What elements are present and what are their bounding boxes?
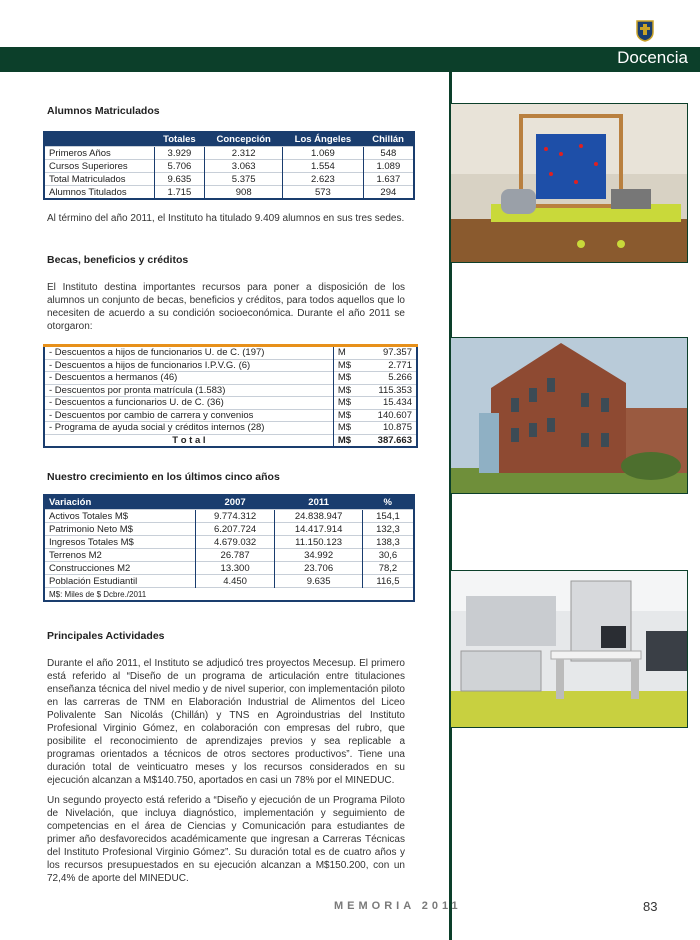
col-header: Variación [44,495,195,510]
table-row [44,549,414,562]
col-header: % [362,495,414,510]
amount: 10.875 [361,422,417,435]
cell: 26.787 [195,549,274,562]
cell: 1.069 [283,147,364,160]
col-header: 2007 [195,495,274,510]
cell: 2.312 [205,147,283,160]
section-title: Docencia [617,48,688,67]
amount: 97.357 [361,346,417,360]
currency: M [333,346,361,360]
cell: 9.635 [275,575,363,588]
photo-building [450,337,688,494]
cell: 24.838.947 [275,510,363,523]
row-label: Activos Totales M$ [44,510,195,523]
table-row [44,359,417,372]
alumnos-table [43,131,415,200]
cell: 1.637 [363,173,414,186]
cell: 132,3 [362,523,414,536]
col-header: Los Ángeles [283,132,364,147]
cell: 30,6 [362,549,414,562]
table-row [44,562,414,575]
amount: 140.607 [361,409,417,422]
actividades-heading: Principales Actividades [47,630,165,642]
table-row [44,173,414,186]
table-row [44,346,417,360]
col-header: Totales [154,132,205,147]
becas-text: El Instituto destina importantes recursos para poner a disposición de los alumnos un conjunto de becas, beneficios y créditos, para todos aquellos que lo necesiten de acuerdo a su condición socioeconómica. Durante el año 2011 se otorgaron: [47,282,405,332]
row-label: - Descuentos a hermanos (46) [44,372,333,385]
table-row [44,372,417,385]
cell: 4.450 [195,575,274,588]
crecimiento-table [43,494,415,602]
actividades-paragraph-2: Un segundo proyecto está referido a “Diseño y ejecución de un Programa Piloto de Nivelación, que incluya diagnóstico, implementación y seguimiento de competencias en el área de Ciencias y Comunicación para estudiantes de primer año desfavorecidos académicamente que ingresan a Carreras Técnicas del Instituto Profesional Virginio Gómez”. Su duración total es de cuatro años y los recursos presupuestados en su ejecución alcanzan a M$150.200, con un 72,4% de aporte del MINEDUC. [47,795,405,884]
currency: M$ [333,372,361,385]
becas-table [43,344,418,448]
row-label: Total Matriculados [44,173,154,186]
row-label: Primeros Años [44,147,154,160]
currency: M$ [333,359,361,372]
titulados-note: Al término del año 2011, el Instituto ha titulado 9.409 alumnos en sus tres sedes. [47,213,405,224]
row-label: - Descuentos por cambio de carrera y convenios [44,409,333,422]
row-label: - Programa de ayuda social y créditos internos (28) [44,422,333,435]
actividades-paragraph-1: Durante el año 2011, el Instituto se adjudicó tres proyectos Mecesup. El primero está referido al “Diseño de un programa de articulación entre titulaciones enseñanza técnica del nivel medio y de nivel superior, con implementación piloto en las carreras de TNM en Elaboración Industrial de Alimentos del Liceo Polivalente San Nicolás (Chillán) y TNS en Agroindustrias del Instituto Profesional Virginio Gómez, en colaboración con empresas del rubro, que posibilite el reconocimiento de aprendizajes previos y sea replicable a programas orientados a técnicos de otros sectores productivos”. Tiene una duración total de veinticuatro meses y los recursos considerados en su ejecución alcanzan a M$140.750, aportados en casi un 78% por el MINEDUC. [47,658,405,786]
cell: 9.774.312 [195,510,274,523]
col-header: Chillán [363,132,414,147]
cell: 908 [205,186,283,200]
total-row [44,434,417,447]
table-row [44,147,414,160]
table-row [44,510,414,523]
cell: 5.375 [205,173,283,186]
amount: 2.771 [361,359,417,372]
total-label: T o t a l [44,434,333,447]
cell: 6.207.724 [195,523,274,536]
cell: 34.992 [275,549,363,562]
cell: 14.417.914 [275,523,363,536]
table-row [44,422,417,435]
table-row [44,409,417,422]
total-amount: 387.663 [361,434,417,447]
col-header [44,132,154,147]
table-row [44,384,417,397]
photo-lab-equipment [450,103,688,263]
cell: 23.706 [275,562,363,575]
col-header: 2011 [275,495,363,510]
table-row [44,588,414,602]
row-label: Patrimonio Neto M$ [44,523,195,536]
row-label: Alumnos Titulados [44,186,154,200]
page-number: 83 [643,899,658,914]
cell: 3.929 [154,147,205,160]
total-currency: M$ [333,434,361,447]
cell: 138,3 [362,536,414,549]
currency: M$ [333,384,361,397]
photo-laboratory [450,570,688,728]
row-label: Población Estudiantil [44,575,195,588]
crecimiento-heading: Nuestro crecimiento en los últimos cinco años [47,471,280,483]
cell: 4.679.032 [195,536,274,549]
cell: 548 [363,147,414,160]
table-row [44,575,414,588]
cell: 5.706 [154,160,205,173]
table-row [44,523,414,536]
footer-label: MEMORIA 2011 [334,900,462,912]
table-row [44,186,414,200]
row-label: Construcciones M2 [44,562,195,575]
table-note: M$: Miles de $ Dcbre./2011 [44,588,414,602]
currency: M$ [333,397,361,410]
cell: 78,2 [362,562,414,575]
university-shield-icon [636,20,654,42]
table-row [44,536,414,549]
table-row [44,397,417,410]
row-label: - Descuentos a hijos de funcionarios I.P.V.G. (6) [44,359,333,372]
cell: 1.554 [283,160,364,173]
currency: M$ [333,422,361,435]
currency: M$ [333,409,361,422]
cell: 3.063 [205,160,283,173]
row-label: - Descuentos a hijos de funcionarios U. de C. (197) [44,346,333,360]
row-label: - Descuentos por pronta matrícula (1.583) [44,384,333,397]
cell: 154,1 [362,510,414,523]
cell: 1.715 [154,186,205,200]
table-row [44,160,414,173]
row-label: - Descuentos a funcionarios U. de C. (36) [44,397,333,410]
amount: 15.434 [361,397,417,410]
amount: 5.266 [361,372,417,385]
row-label: Ingresos Totales M$ [44,536,195,549]
cell: 294 [363,186,414,200]
row-label: Terrenos M2 [44,549,195,562]
amount: 115.353 [361,384,417,397]
cell: 116,5 [362,575,414,588]
cell: 573 [283,186,364,200]
cell: 13.300 [195,562,274,575]
col-header: Concepción [205,132,283,147]
cell: 2.623 [283,173,364,186]
row-label: Cursos Superiores [44,160,154,173]
becas-heading: Becas, beneficios y créditos [47,254,189,266]
cell: 1.089 [363,160,414,173]
header-band [0,47,700,72]
alumnos-heading: Alumnos Matriculados [47,105,160,117]
cell: 11.150.123 [275,536,363,549]
cell: 9.635 [154,173,205,186]
